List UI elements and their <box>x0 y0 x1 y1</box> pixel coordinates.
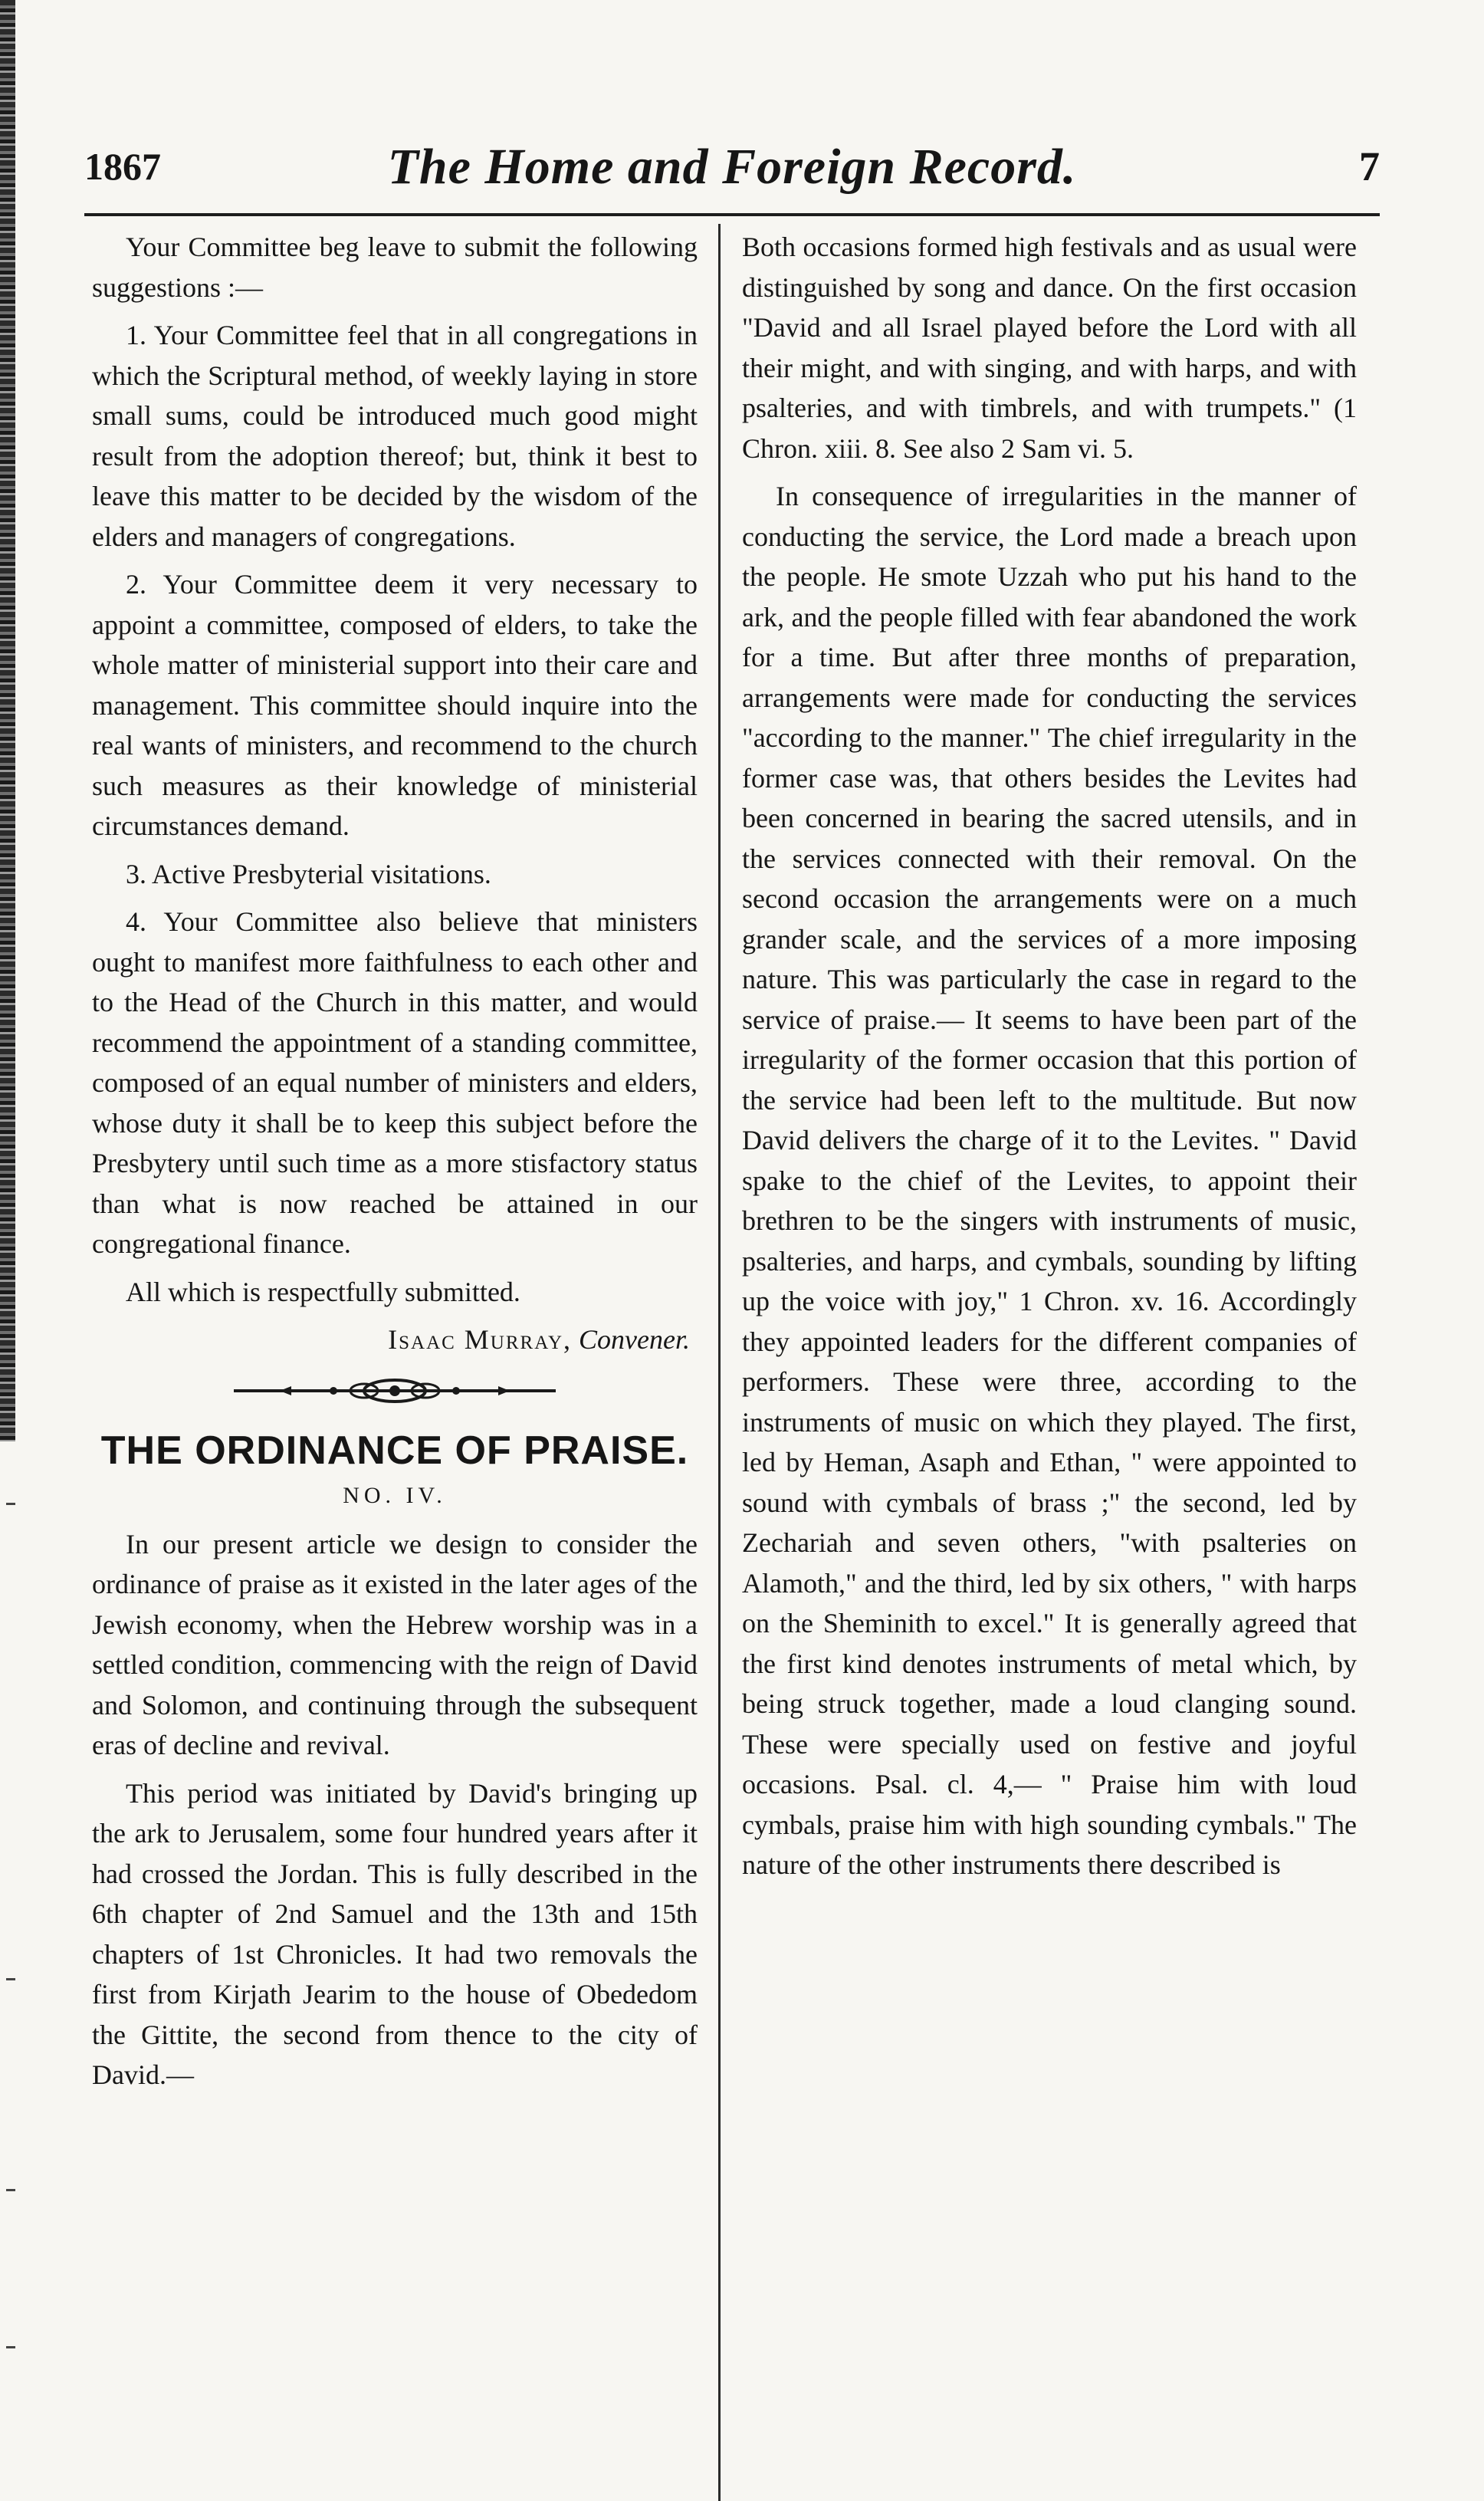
right-column <box>742 227 1357 1893</box>
article-paragraph: In our present article we design to consider the ordinance of praise as it existed in the later ages of the Jewish economy, when the Hebrew worship was in a settled condition, commencing with the reign of David and Solomon, and continuing through the subsequent eras of decline and revival. <box>92 1528 698 1760</box>
header-year: 1867 <box>84 145 161 188</box>
edge-mark <box>6 2189 15 2191</box>
left-column <box>92 227 698 2103</box>
edge-mark <box>6 1978 15 1980</box>
signature-role: Convener. <box>579 1324 690 1355</box>
article-paragraph: This period was initiated by David's bringing up the ark to Jerusalem, some four hundred years after it had crossed the Jordan. This is fully described in the 6th chapter of 2nd Samuel and the 13th and 15th chapters of 1st Chronicles. It had two removals the first from Kirjath Jearim to the house of Obededom the Gittite, the second from thence to the city of David.— <box>92 1777 698 2090</box>
edge-mark <box>6 2346 15 2348</box>
column-divider <box>718 224 721 2501</box>
suggestion-item: 2. Your Committee deem it very necessary to appoint a committee, composed of elders, to take the whole matter of ministerial support into their care and management. This committee should inquire into the real wants of ministers, and recommend to the church such measures as their knowledge of ministerial circumstances demand. <box>92 569 698 841</box>
closing-line: All which is respectfully submitted. <box>126 1276 520 1307</box>
article-paragraph: Both occasions formed high festivals and as usual were distinguished by song and dance. On the first occasion "David and all Israel played before the Lord with all their might, and with singing, and with harps, and with psalteries, and with timbrels, and with trumpets." (1 Chron. xiii. 8. See also 2 Sam vi. 5. <box>742 232 1357 464</box>
article-paragraph: In consequence of irregularities in the manner of conducting the service, the Lord made a breach upon the people. He smote Uzzah who put his hand to the ark, and the people filled with fear abandoned the work for a time. But after three months of preparation, arrangements were made for conducting the services "according to the manner." The chief irregularity in the former case was, that others besides the Levites had been concerned in bearing the sacred utensils, and in the services connected with their removal. On the second occasion the arrangements were on a much grander scale, and the services of a more imposing nature. This was particularly the case in regard to the service of praise.— It seems to have been part of the irregularity of the former occasion that this portion of the service had been left to the multitude. But now David delivers the charge of it to the Levites. " David spake to the chief of the Levites, to appoint their brethren to be the singers with instruments of music, psalteries, and harps, and cymbals, sounding by lifting up the voice with joy," 1 Chron. xv. 16. Accordingly they appointed leaders for the different companies of performers. These were three, according to the instruments of music on which they played. The first, led by Heman, Asaph and Ethan, " were appointed to sound with cymbals of brass ;" the second, led by Zechariah and seven others, "with psalteries on Alamoth," and the third, led by six others, " with harps on the Sheminith to excel." It is generally agreed that the first kind denotes instruments of metal which, by being struck together, made a loud clanging sound. These were specially used on festive and joyful occasions. Psal. cl. 4,— " Praise him with loud cymbals, praise him with high sounding cymbals." The nature of the other instruments there described is <box>742 481 1357 1880</box>
signature-name: Isaac Murray, <box>388 1324 573 1355</box>
signature <box>92 1320 698 1360</box>
running-header <box>84 138 1380 207</box>
article-number: NO. IV. <box>343 1482 447 1508</box>
page-edge-binding <box>0 0 15 1441</box>
page-number: 7 <box>1359 143 1380 189</box>
header-rule <box>84 213 1380 216</box>
journal-title: The Home and Foreign Record. <box>387 139 1077 195</box>
suggestion-item: 1. Your Committee feel that in all congregations in which the Scriptural method, of weekly laying in store small sums, could be introduced much good might result from the adoption thereof; but, think it best to leave this matter to be decided by the wisdom of the elders and managers of congregations. <box>92 320 698 552</box>
article-title: THE ORDINANCE OF PRAISE. <box>100 1428 689 1473</box>
suggestion-item: 4. Your Committee also believe that ministers ought to manifest more faithfulness to each other and to the Head of the Church in this matter, and would recommend the appointment of a standing committee, composed of an equal number of ministers and elders, whose duty it shall be to keep this subject before the Presbytery until such time as a more stisfactory status than what is now reached be attained in our congregational finance. <box>92 906 698 1259</box>
ornament-divider-icon <box>234 1375 556 1406</box>
committee-intro: Your Committee beg leave to submit the following suggestions :— <box>92 232 698 303</box>
edge-mark <box>6 1503 15 1505</box>
suggestion-item: 3. Active Presbyterial visitations. <box>126 858 491 889</box>
